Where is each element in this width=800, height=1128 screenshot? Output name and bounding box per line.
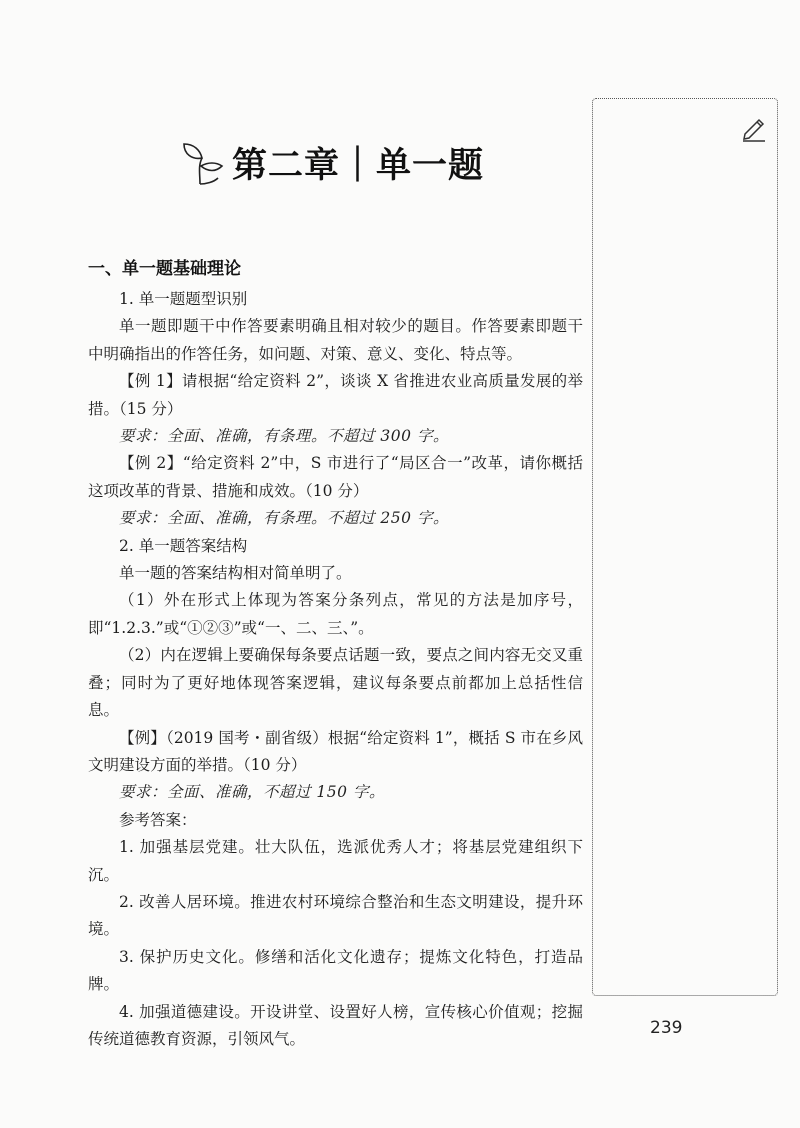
answer-item: 1. 加强基层党建。壮大队伍，选派优秀人才；将基层党建组织下沉。 [88, 838, 583, 884]
chapter-heading [178, 138, 484, 188]
requirement-note: 要求：全面、准确，有条理。不超过 300 字。 [119, 427, 449, 446]
paragraph: （2）内在逻辑上要确保每条要点话题一致，要点之间内容无交叉重叠；同时为了更好地体现答案逻辑，建议每条要点前都加上总括性信息。 [88, 646, 583, 720]
paragraph: 2. 单一题答案结构 [119, 536, 248, 555]
sprout-icon [178, 140, 226, 186]
page-number: 239 [650, 1018, 683, 1038]
chapter-title: 第二章｜单一题 [232, 146, 485, 186]
paragraph: （1）外在形式上体现为答案分条列点，常见的方法是加序号，即“1.2.3.”或“①②③”或“一、二、三、”。 [88, 591, 583, 637]
paragraph: 【例 2】“给定资料 2”中，S 市进行了“局区合一”改革，请你概括这项改革的背景、措施和成效。（10 分） [88, 454, 583, 500]
paragraph: 参考答案： [119, 810, 197, 829]
answer-item: 3. 保护历史文化。修缮和活化文化遗存；提炼文化特色，打造品牌。 [88, 947, 583, 994]
paragraph: 单一题即题干中作答要素明确且相对较少的题目。作答要素即题干中明确指出的作答任务，如问题、对策、意义、变化、特点等。 [88, 317, 583, 363]
notes-column [592, 98, 778, 996]
paragraph: 1. 单一题题型识别 [119, 290, 248, 308]
answer-item: 4. 加强道德建设。开设讲堂、设置好人榜，宣传核心价值观；挖掘传统道德教育资源，引领风气。 [88, 1002, 583, 1048]
requirement-note: 要求：全面、准确，有条理。不超过 250 字。 [119, 509, 449, 528]
answer-item: 2. 改善人居环境。推进农村环境综合整治和生态文明建设，提升环境。 [88, 892, 583, 939]
paragraph: 单一题的答案结构相对简单明了。 [119, 564, 352, 583]
section-heading: 一、单一题基础理论 [88, 259, 241, 279]
pencil-icon [739, 113, 769, 143]
requirement-note: 要求：全面、准确，不超过 150 字。 [119, 783, 385, 802]
paragraph: 【例】（2019 国考・副省级）根据“给定资料 1”，概括 S 市在乡风文明建设方面的举措。（10 分） [88, 728, 583, 774]
body-text [88, 286, 583, 1053]
paragraph: 【例 1】请根据“给定资料 2”，谈谈 X 省推进农业高质量发展的举措。（15 分） [88, 372, 583, 418]
